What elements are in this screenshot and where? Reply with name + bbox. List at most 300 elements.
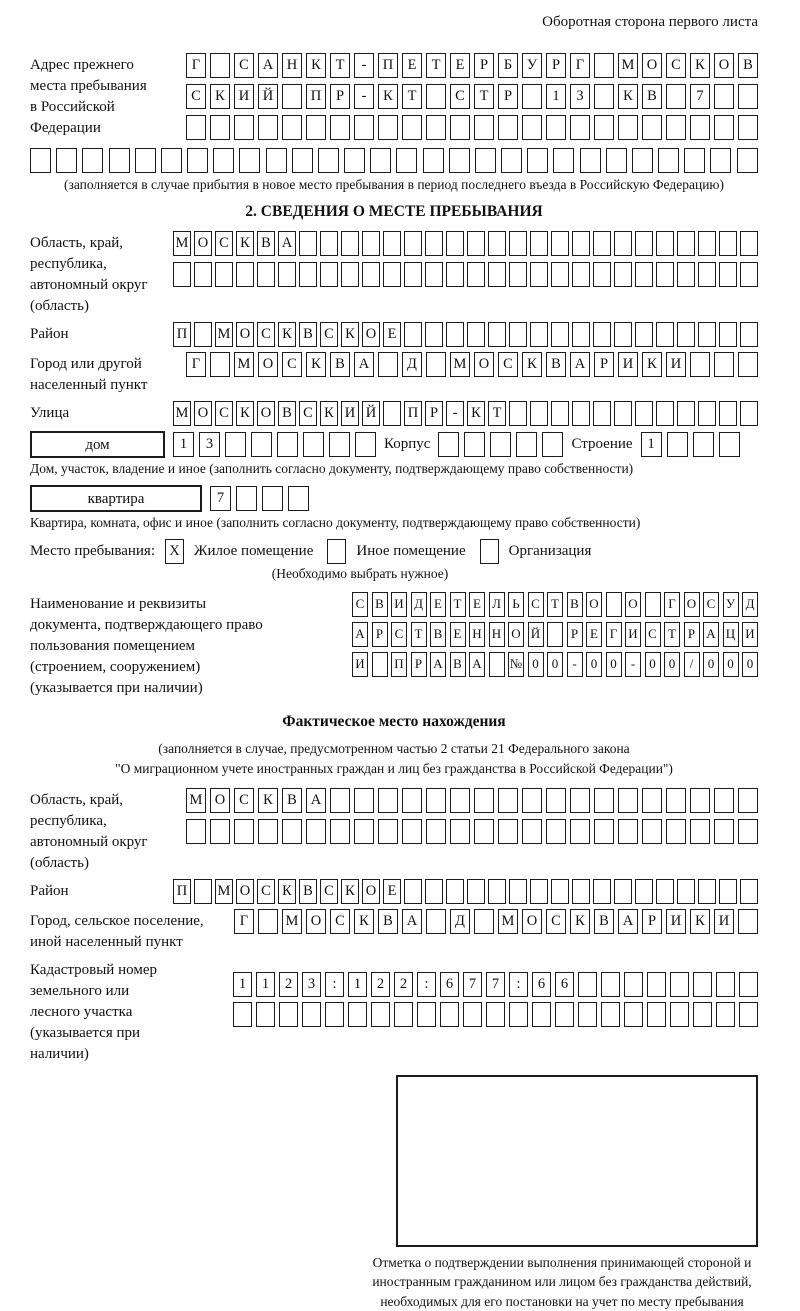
char-box[interactable] (215, 262, 233, 287)
char-box[interactable]: Е (450, 53, 470, 78)
char-box[interactable] (404, 231, 422, 256)
char-box[interactable] (632, 148, 653, 173)
char-box[interactable]: И (341, 401, 359, 426)
char-box[interactable]: Г (186, 352, 206, 377)
char-box[interactable]: Н (282, 53, 302, 78)
char-box[interactable]: С (330, 909, 350, 934)
char-box[interactable] (449, 148, 470, 173)
char-box[interactable]: С (282, 352, 302, 377)
char-box[interactable] (383, 231, 401, 256)
char-box[interactable] (593, 262, 611, 287)
char-box[interactable]: 1 (641, 432, 662, 457)
char-box[interactable] (426, 84, 446, 109)
char-box[interactable] (714, 352, 734, 377)
char-box[interactable] (233, 1002, 252, 1027)
char-box[interactable]: 0 (547, 652, 563, 677)
char-box[interactable] (402, 115, 422, 140)
char-box[interactable]: О (714, 53, 734, 78)
char-box[interactable]: А (306, 788, 326, 813)
char-box[interactable] (278, 262, 296, 287)
char-box[interactable] (656, 262, 674, 287)
char-box[interactable] (277, 432, 298, 457)
char-box[interactable]: 7 (210, 486, 231, 511)
char-box[interactable]: - (446, 401, 464, 426)
char-box[interactable] (614, 879, 632, 904)
char-box[interactable] (719, 401, 737, 426)
char-box[interactable]: Т (411, 622, 427, 647)
char-box[interactable] (656, 322, 674, 347)
char-box[interactable]: С (215, 401, 233, 426)
char-box[interactable] (306, 819, 326, 844)
char-box[interactable] (490, 432, 511, 457)
char-box[interactable]: М (234, 352, 254, 377)
char-box[interactable] (698, 322, 716, 347)
char-box[interactable] (362, 231, 380, 256)
char-box[interactable]: Е (469, 592, 485, 617)
char-box[interactable] (693, 1002, 712, 1027)
char-box[interactable] (719, 231, 737, 256)
char-box[interactable]: О (625, 592, 641, 617)
char-box[interactable] (606, 592, 622, 617)
char-box[interactable]: Л (489, 592, 505, 617)
char-box[interactable] (348, 1002, 367, 1027)
char-box[interactable]: К (210, 84, 230, 109)
char-box[interactable] (522, 819, 542, 844)
char-box[interactable]: А (352, 622, 368, 647)
char-box[interactable] (463, 1002, 482, 1027)
char-box[interactable]: Г (664, 592, 680, 617)
char-box[interactable]: Н (489, 622, 505, 647)
char-box[interactable]: Р (330, 84, 350, 109)
char-box[interactable] (383, 401, 401, 426)
char-box[interactable] (354, 788, 374, 813)
char-box[interactable]: С (320, 879, 338, 904)
char-box[interactable]: Г (606, 622, 622, 647)
char-box[interactable] (234, 819, 254, 844)
char-box[interactable] (719, 262, 737, 287)
char-box[interactable]: О (306, 909, 326, 934)
char-box[interactable] (737, 148, 758, 173)
char-box[interactable]: П (391, 652, 407, 677)
char-box[interactable] (404, 879, 422, 904)
char-box[interactable] (109, 148, 130, 173)
char-box[interactable] (690, 352, 710, 377)
char-box[interactable] (467, 879, 485, 904)
char-box[interactable] (306, 115, 326, 140)
char-box[interactable]: С (498, 352, 518, 377)
char-box[interactable]: С (450, 84, 470, 109)
char-box[interactable]: М (186, 788, 206, 813)
char-box[interactable]: Т (547, 592, 563, 617)
char-box[interactable]: 2 (279, 972, 298, 997)
char-box[interactable] (330, 819, 350, 844)
char-box[interactable] (341, 262, 359, 287)
char-box[interactable] (225, 432, 246, 457)
char-box[interactable]: - (354, 84, 374, 109)
char-box[interactable] (426, 909, 446, 934)
char-box[interactable] (396, 148, 417, 173)
char-box[interactable]: Ц (723, 622, 739, 647)
char-box[interactable] (320, 231, 338, 256)
char-box[interactable] (677, 231, 695, 256)
char-box[interactable] (710, 148, 731, 173)
char-box[interactable]: М (450, 352, 470, 377)
char-box[interactable] (509, 401, 527, 426)
char-box[interactable]: 1 (546, 84, 566, 109)
char-box[interactable]: Т (474, 84, 494, 109)
char-box[interactable]: А (258, 53, 278, 78)
char-box[interactable] (740, 401, 758, 426)
char-box[interactable] (677, 401, 695, 426)
char-box[interactable] (618, 115, 638, 140)
char-box[interactable] (677, 322, 695, 347)
char-box[interactable] (30, 148, 51, 173)
char-box[interactable] (606, 148, 627, 173)
char-box[interactable] (282, 819, 302, 844)
char-box[interactable]: Й (528, 622, 544, 647)
char-box[interactable] (372, 652, 388, 677)
char-box[interactable] (714, 819, 734, 844)
char-box[interactable]: О (194, 231, 212, 256)
char-box[interactable]: П (306, 84, 326, 109)
char-box[interactable] (738, 115, 758, 140)
char-box[interactable] (551, 322, 569, 347)
char-box[interactable] (594, 53, 614, 78)
char-box[interactable] (194, 879, 212, 904)
char-box[interactable]: Р (474, 53, 494, 78)
char-box[interactable]: О (236, 879, 254, 904)
char-box[interactable]: 6 (555, 972, 574, 997)
char-box[interactable] (329, 432, 350, 457)
char-box[interactable]: Г (234, 909, 254, 934)
char-box[interactable]: Т (402, 84, 422, 109)
char-box[interactable] (417, 1002, 436, 1027)
char-box[interactable]: Г (570, 53, 590, 78)
char-box[interactable] (690, 819, 710, 844)
char-box[interactable] (594, 788, 614, 813)
char-box[interactable]: М (215, 879, 233, 904)
char-box[interactable] (530, 231, 548, 256)
char-box[interactable]: К (306, 53, 326, 78)
char-box[interactable] (716, 1002, 735, 1027)
char-box[interactable] (282, 84, 302, 109)
char-box[interactable]: 6 (532, 972, 551, 997)
char-box[interactable] (426, 819, 446, 844)
char-box[interactable] (302, 1002, 321, 1027)
char-box[interactable]: К (236, 401, 254, 426)
char-box[interactable] (173, 262, 191, 287)
char-box[interactable] (256, 1002, 275, 1027)
char-box[interactable]: К (236, 231, 254, 256)
char-box[interactable] (522, 84, 542, 109)
char-box[interactable] (467, 231, 485, 256)
char-box[interactable]: В (378, 909, 398, 934)
char-box[interactable]: А (618, 909, 638, 934)
char-box[interactable] (56, 148, 77, 173)
char-box[interactable]: 7 (463, 972, 482, 997)
char-box[interactable]: Е (383, 879, 401, 904)
char-box[interactable] (488, 879, 506, 904)
char-box[interactable] (614, 401, 632, 426)
char-box[interactable] (666, 819, 686, 844)
char-box[interactable] (572, 879, 590, 904)
char-box[interactable] (210, 819, 230, 844)
char-box[interactable] (738, 788, 758, 813)
char-box[interactable] (522, 115, 542, 140)
char-box[interactable]: О (522, 909, 542, 934)
char-box[interactable] (693, 432, 714, 457)
char-box[interactable]: К (522, 352, 542, 377)
char-box[interactable] (647, 1002, 666, 1027)
char-box[interactable] (546, 788, 566, 813)
char-box[interactable]: С (528, 592, 544, 617)
char-box[interactable]: Р (642, 909, 662, 934)
char-box[interactable] (593, 231, 611, 256)
char-box[interactable] (739, 972, 758, 997)
char-box[interactable]: В (738, 53, 758, 78)
char-box[interactable]: И (352, 652, 368, 677)
char-box[interactable] (642, 115, 662, 140)
char-box[interactable] (320, 262, 338, 287)
char-box[interactable] (740, 231, 758, 256)
char-box[interactable] (210, 53, 230, 78)
char-box[interactable]: Р (372, 622, 388, 647)
char-box[interactable]: - (625, 652, 641, 677)
char-box[interactable] (279, 1002, 298, 1027)
char-box[interactable] (438, 432, 459, 457)
stay-type-checkbox-other[interactable] (327, 539, 346, 564)
char-box[interactable] (318, 148, 339, 173)
char-box[interactable]: Р (425, 401, 443, 426)
char-box[interactable] (236, 486, 257, 511)
char-box[interactable]: Д (411, 592, 427, 617)
char-box[interactable]: С (257, 879, 275, 904)
char-box[interactable] (572, 401, 590, 426)
char-box[interactable]: 2 (394, 972, 413, 997)
char-box[interactable] (404, 262, 422, 287)
char-box[interactable] (740, 322, 758, 347)
char-box[interactable] (553, 148, 574, 173)
char-box[interactable] (677, 879, 695, 904)
char-box[interactable] (282, 115, 302, 140)
char-box[interactable] (464, 432, 485, 457)
char-box[interactable]: П (173, 322, 191, 347)
char-box[interactable] (258, 909, 278, 934)
char-box[interactable] (719, 879, 737, 904)
char-box[interactable]: С (186, 84, 206, 109)
char-box[interactable] (474, 819, 494, 844)
char-box[interactable]: М (173, 231, 191, 256)
char-box[interactable]: М (282, 909, 302, 934)
char-box[interactable] (450, 819, 470, 844)
char-box[interactable]: 2 (371, 972, 390, 997)
char-box[interactable] (187, 148, 208, 173)
char-box[interactable] (714, 788, 734, 813)
char-box[interactable] (440, 1002, 459, 1027)
char-box[interactable] (509, 322, 527, 347)
char-box[interactable] (658, 148, 679, 173)
char-box[interactable]: О (508, 622, 524, 647)
char-box[interactable]: М (618, 53, 638, 78)
char-box[interactable] (601, 1002, 620, 1027)
char-box[interactable]: К (642, 352, 662, 377)
char-box[interactable] (642, 788, 662, 813)
char-box[interactable]: 0 (606, 652, 622, 677)
char-box[interactable]: Р (498, 84, 518, 109)
char-box[interactable]: К (341, 879, 359, 904)
char-box[interactable]: К (690, 53, 710, 78)
char-box[interactable] (624, 972, 643, 997)
char-box[interactable] (739, 1002, 758, 1027)
char-box[interactable] (474, 788, 494, 813)
char-box[interactable]: В (257, 231, 275, 256)
char-box[interactable] (213, 148, 234, 173)
char-box[interactable] (635, 401, 653, 426)
char-box[interactable] (698, 231, 716, 256)
char-box[interactable] (450, 115, 470, 140)
char-box[interactable]: 1 (233, 972, 252, 997)
char-box[interactable] (194, 322, 212, 347)
stay-type-checkbox-organization[interactable] (480, 539, 499, 564)
char-box[interactable]: С (320, 322, 338, 347)
char-box[interactable] (551, 231, 569, 256)
char-box[interactable] (446, 231, 464, 256)
char-box[interactable] (594, 115, 614, 140)
char-box[interactable]: И (742, 622, 758, 647)
char-box[interactable]: 0 (742, 652, 758, 677)
char-box[interactable] (236, 262, 254, 287)
char-box[interactable]: В (330, 352, 350, 377)
char-box[interactable] (135, 148, 156, 173)
char-box[interactable] (362, 262, 380, 287)
char-box[interactable] (738, 909, 758, 934)
char-box[interactable] (501, 148, 522, 173)
char-box[interactable]: Т (426, 53, 446, 78)
char-box[interactable] (656, 879, 674, 904)
char-box[interactable] (251, 432, 272, 457)
char-box[interactable]: 1 (256, 972, 275, 997)
char-box[interactable]: Р (546, 53, 566, 78)
char-box[interactable] (532, 1002, 551, 1027)
char-box[interactable]: : (417, 972, 436, 997)
char-box[interactable]: Т (450, 592, 466, 617)
apartment-type-box[interactable]: квартира (30, 485, 202, 512)
char-box[interactable] (498, 788, 518, 813)
char-box[interactable] (394, 1002, 413, 1027)
char-box[interactable] (719, 432, 740, 457)
char-box[interactable]: Е (430, 592, 446, 617)
char-box[interactable] (522, 788, 542, 813)
char-box[interactable]: С (215, 231, 233, 256)
char-box[interactable] (488, 322, 506, 347)
char-box[interactable]: В (430, 622, 446, 647)
char-box[interactable] (325, 1002, 344, 1027)
char-box[interactable] (635, 322, 653, 347)
char-box[interactable] (551, 401, 569, 426)
char-box[interactable] (667, 432, 688, 457)
char-box[interactable]: О (194, 401, 212, 426)
char-box[interactable] (378, 352, 398, 377)
char-box[interactable]: В (299, 879, 317, 904)
char-box[interactable] (467, 262, 485, 287)
char-box[interactable] (656, 231, 674, 256)
char-box[interactable]: О (642, 53, 662, 78)
char-box[interactable]: А (430, 652, 446, 677)
char-box[interactable]: И (391, 592, 407, 617)
char-box[interactable] (257, 262, 275, 287)
char-box[interactable] (578, 1002, 597, 1027)
char-box[interactable]: Д (450, 909, 470, 934)
char-box[interactable] (509, 262, 527, 287)
char-box[interactable]: С (391, 622, 407, 647)
char-box[interactable] (594, 84, 614, 109)
char-box[interactable] (423, 148, 444, 173)
char-box[interactable]: С (645, 622, 661, 647)
char-box[interactable] (486, 1002, 505, 1027)
char-box[interactable] (344, 148, 365, 173)
char-box[interactable] (547, 622, 563, 647)
char-box[interactable] (266, 148, 287, 173)
char-box[interactable]: К (690, 909, 710, 934)
char-box[interactable] (425, 879, 443, 904)
char-box[interactable] (489, 652, 505, 677)
char-box[interactable] (593, 401, 611, 426)
char-box[interactable]: Д (402, 352, 422, 377)
char-box[interactable]: С (234, 53, 254, 78)
char-box[interactable]: : (325, 972, 344, 997)
char-box[interactable]: В (450, 652, 466, 677)
char-box[interactable] (570, 819, 590, 844)
char-box[interactable] (446, 262, 464, 287)
char-box[interactable] (572, 322, 590, 347)
char-box[interactable]: У (723, 592, 739, 617)
char-box[interactable] (383, 262, 401, 287)
char-box[interactable] (614, 262, 632, 287)
char-box[interactable] (740, 879, 758, 904)
char-box[interactable]: Т (664, 622, 680, 647)
char-box[interactable]: Й (362, 401, 380, 426)
char-box[interactable]: О (362, 879, 380, 904)
char-box[interactable]: О (362, 322, 380, 347)
char-box[interactable] (425, 262, 443, 287)
char-box[interactable]: 0 (586, 652, 602, 677)
char-box[interactable] (716, 972, 735, 997)
char-box[interactable]: К (278, 879, 296, 904)
char-box[interactable]: / (684, 652, 700, 677)
char-box[interactable] (354, 819, 374, 844)
char-box[interactable] (426, 352, 446, 377)
char-box[interactable] (618, 788, 638, 813)
char-box[interactable] (378, 819, 398, 844)
char-box[interactable]: И (234, 84, 254, 109)
char-box[interactable]: П (378, 53, 398, 78)
char-box[interactable] (530, 322, 548, 347)
char-box[interactable]: : (509, 972, 528, 997)
char-box[interactable]: Г (186, 53, 206, 78)
char-box[interactable] (288, 486, 309, 511)
char-box[interactable]: Р (411, 652, 427, 677)
char-box[interactable] (555, 1002, 574, 1027)
char-box[interactable]: 1 (173, 432, 194, 457)
char-box[interactable] (194, 262, 212, 287)
char-box[interactable] (618, 819, 638, 844)
char-box[interactable] (82, 148, 103, 173)
char-box[interactable] (635, 231, 653, 256)
char-box[interactable]: М (173, 401, 191, 426)
char-box[interactable] (593, 322, 611, 347)
char-box[interactable]: 0 (528, 652, 544, 677)
char-box[interactable]: О (258, 352, 278, 377)
